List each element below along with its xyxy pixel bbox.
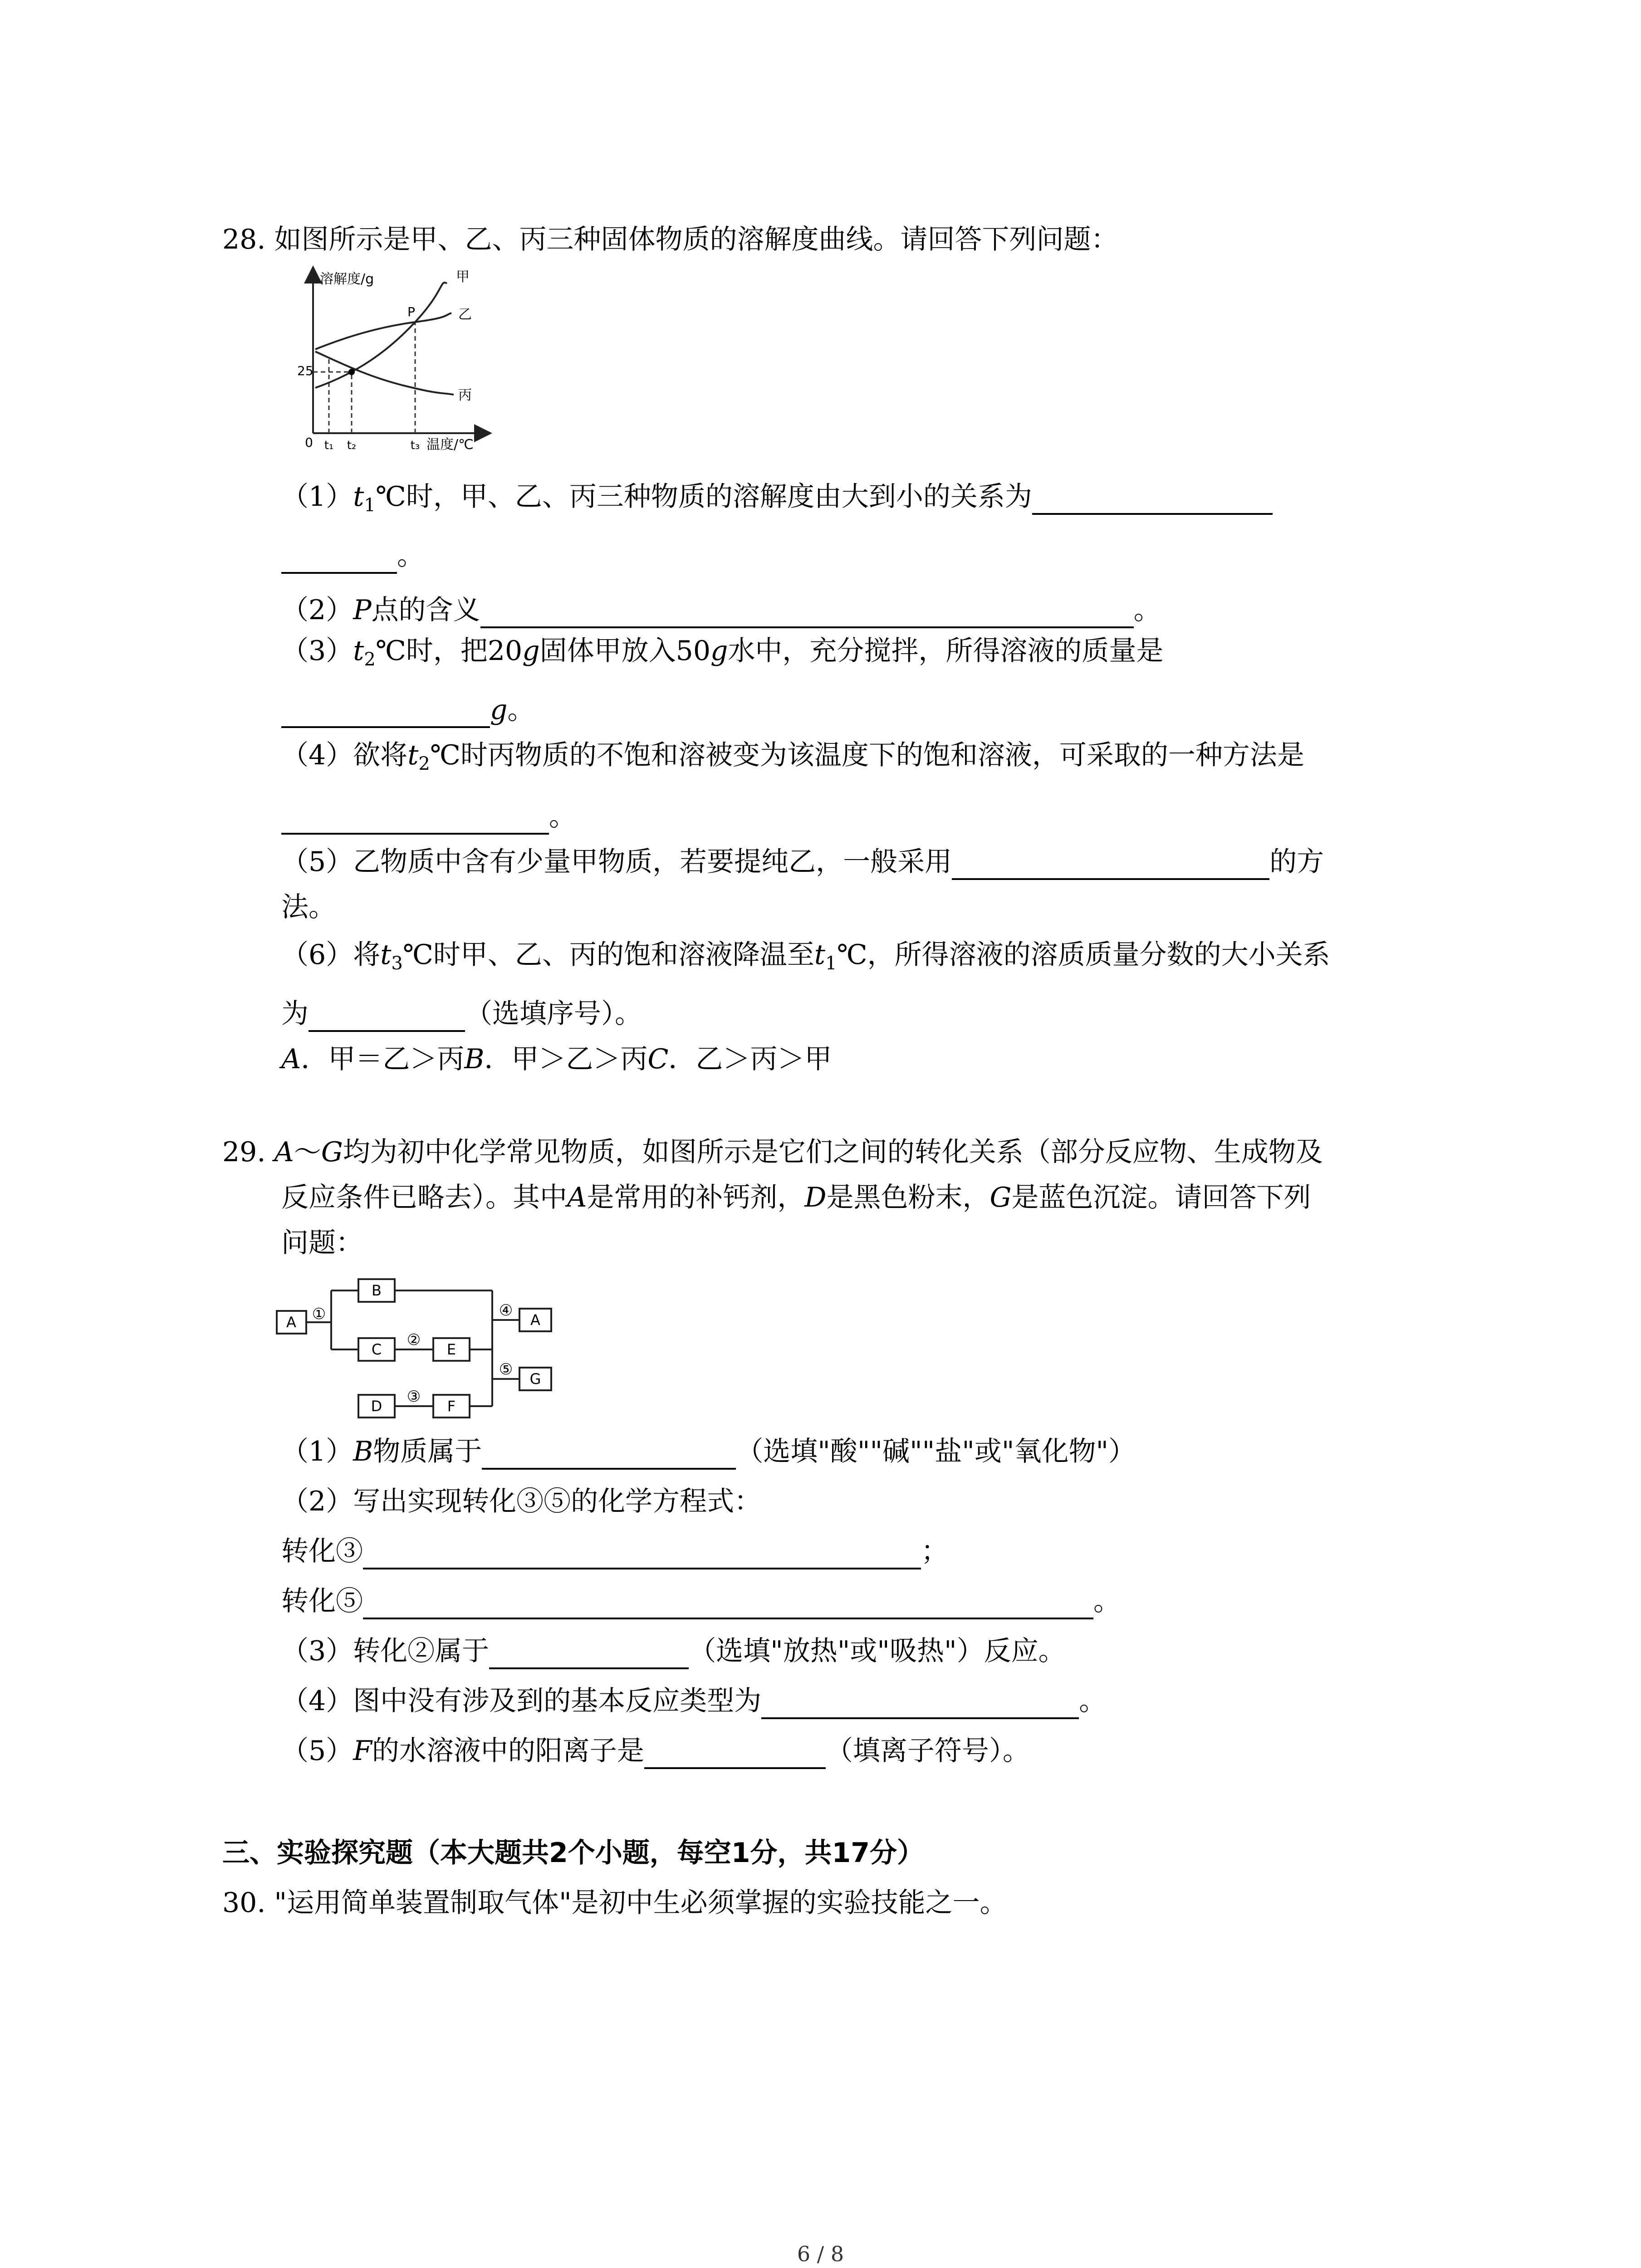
box-a-start: A <box>286 1314 296 1331</box>
chart-xtick-t1: t₁ <box>324 439 334 452</box>
page-number: 6 / 8 <box>797 2242 844 2266</box>
box-f: F <box>447 1398 456 1415</box>
chart-label-jia: 甲 <box>456 269 470 285</box>
chart-ylabel: 溶解度/g <box>320 271 374 287</box>
q28-part6-cont: 为 （选填序号）。 <box>281 996 642 1032</box>
q30-stem: 30. "运用简单装置制取气体"是初中生必须掌握的实验技能之一。 <box>222 1887 1007 1919</box>
q29-stem-line2: 反应条件已略去）。其中A是常用的补钙剂，D是黑色粉末，G是蓝色沉淀。请回答下列 <box>281 1182 1311 1213</box>
box-g: G <box>529 1370 541 1388</box>
q29-stem-line1: 29. A～G均为初中化学常见物质，如图所示是它们之间的转化关系（部分反应物、生成物及 <box>222 1136 1323 1168</box>
q29-part1: （1）B物质属于 （选填"酸""碱""盐"或"氧化物"） <box>281 1433 1136 1470</box>
chart-ytick-25: 25 <box>297 363 314 378</box>
box-d: D <box>371 1398 382 1415</box>
step-1: ① <box>312 1305 326 1323</box>
step-2: ② <box>407 1331 421 1349</box>
box-e: E <box>446 1341 456 1358</box>
q28-options: A．甲＝乙＞丙B．甲＞乙＞丙C．乙＞丙＞甲 <box>281 1043 832 1075</box>
section3-heading: 三、实验探究题（本大题共2个小题，每空1分，共17分） <box>222 1837 924 1869</box>
chart-point-p: P <box>407 304 415 319</box>
chart-xlabel: 温度/℃ <box>426 437 474 453</box>
q28-part5: （5）乙物质中含有少量甲物质，若要提纯乙，一般采用 的方 <box>281 844 1324 880</box>
q28-part4: （4）欲将$t_2℃$时丙物质的不饱和溶被变为该温度下的饱和溶液，可采取的一种方法是 <box>281 739 1304 774</box>
chart-label-bing: 丙 <box>458 387 472 403</box>
q29-conv3: 转化③ ； <box>281 1533 948 1569</box>
chart-xtick-t2: t₂ <box>347 439 357 452</box>
box-a-end: A <box>530 1311 540 1329</box>
q28-p6-answer-blank[interactable] <box>309 1002 465 1032</box>
chart-xtick-t3: t₃ <box>410 439 420 452</box>
curve-jia <box>315 283 447 388</box>
step-4: ④ <box>499 1301 513 1320</box>
q28-part1: $(1)t_1℃$时，甲、乙、丙三种物质的溶解度由大到小的关系为 <box>281 479 1273 515</box>
q29-conv3-answer-blank[interactable] <box>363 1540 921 1569</box>
q28-p2-answer-blank[interactable] <box>480 598 1134 628</box>
q28-p5-answer-blank[interactable] <box>952 850 1269 880</box>
chart-intersection-point <box>348 369 355 375</box>
q28-part1-cont: 。 <box>281 538 424 574</box>
q29-conv5: 转化⑤ 。 <box>281 1583 1121 1619</box>
conversion-diagram <box>272 1270 563 1427</box>
q28-part3: $(3)t_2℃$时，把20g固体甲放入50g水中，充分搅拌，所得溶液的质量是 <box>281 635 1164 670</box>
q28-stem: 28. 如图所示是甲、乙、丙三种固体物质的溶解度曲线。请回答下列问题： <box>222 224 1118 255</box>
q28-part4-cont: 。 <box>281 798 576 835</box>
q28-part2: （2）P点的含义 。 <box>281 592 1161 628</box>
q28-p1-answer-blank-2[interactable] <box>281 544 397 574</box>
q28-part3-cont: g。 <box>281 692 534 728</box>
q28-p3-answer-blank[interactable] <box>281 698 490 728</box>
q29-conv5-answer-blank[interactable] <box>363 1589 1093 1619</box>
step-5: ⑤ <box>499 1360 513 1378</box>
q29-p3-answer-blank[interactable] <box>489 1639 689 1669</box>
q29-part2: （2）写出实现转化③⑤的化学方程式： <box>281 1486 762 1517</box>
q28-p1-answer-blank[interactable] <box>1032 485 1273 515</box>
q29-p4-answer-blank[interactable] <box>761 1689 1079 1719</box>
q29-part5: （5）F的水溶液中的阳离子是 （填离子符号）。 <box>281 1733 1030 1769</box>
curve-yi <box>315 313 451 349</box>
box-c: C <box>371 1341 382 1358</box>
chart-label-yi: 乙 <box>458 307 472 323</box>
chart-origin: 0 <box>305 435 313 450</box>
step-3: ③ <box>407 1388 421 1406</box>
q28-part5-cont: 法。 <box>281 891 336 923</box>
q28-part6: （6）将$t_3℃$时甲、乙、丙的饱和溶液降温至$t_1℃$，所得溶液的溶质质量分数的大小关系 <box>281 939 1330 974</box>
q29-stem-line3: 问题： <box>281 1227 363 1259</box>
curve-bing <box>315 352 454 395</box>
q29-p1-answer-blank[interactable] <box>482 1440 736 1470</box>
q29-part4: （4）图中没有涉及到的基本反应类型为 。 <box>281 1683 1106 1719</box>
q29-part3: （3）转化②属于 （选填"放热"或"吸热"）反应。 <box>281 1633 1066 1669</box>
box-b: B <box>372 1282 382 1299</box>
q28-p4-answer-blank[interactable] <box>281 805 549 835</box>
solubility-chart <box>277 265 504 456</box>
q29-p5-answer-blank[interactable] <box>644 1739 826 1769</box>
